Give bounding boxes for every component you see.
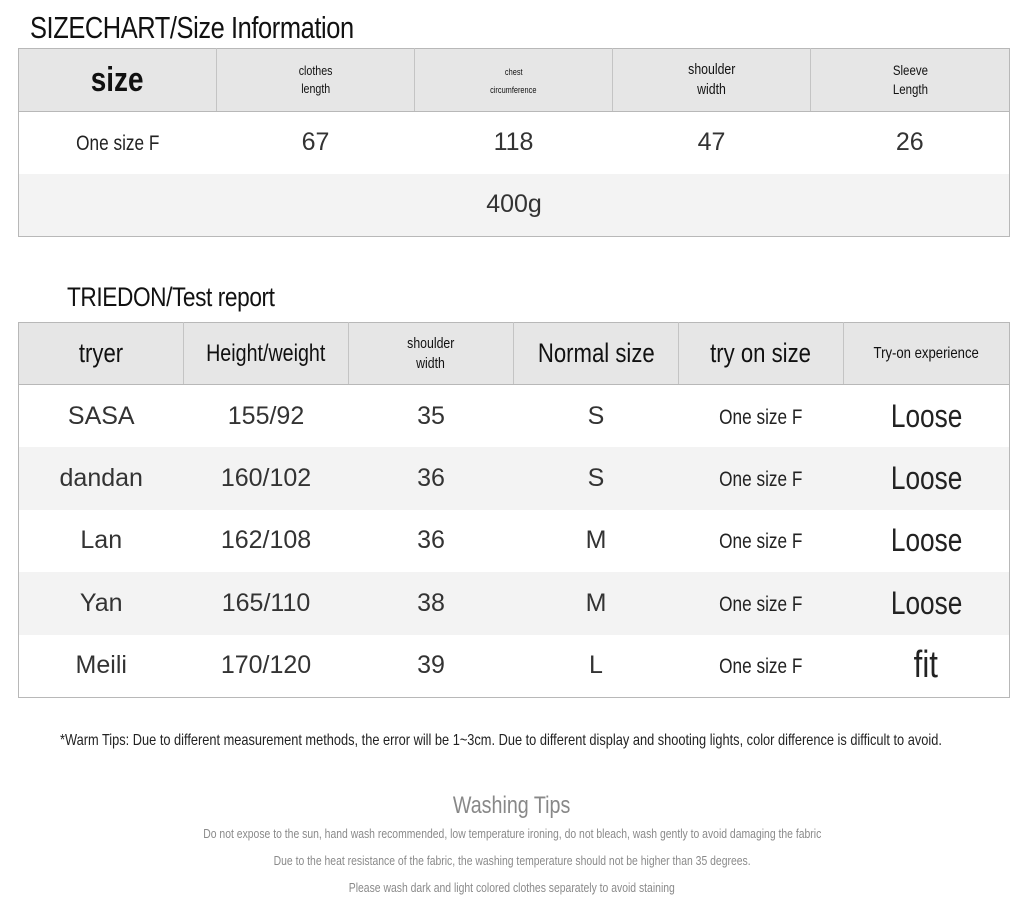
height-weight-value: 170/120 — [184, 635, 349, 698]
normal-size-value: L — [514, 635, 679, 698]
header-chest-circumference: chest circumference — [415, 49, 613, 112]
washing-tip-line: Please wash dark and light colored clothes separately to avoid staining — [348, 880, 676, 895]
clothes-length-value: 67 — [217, 112, 415, 174]
normal-size-value: M — [514, 510, 679, 573]
tester-shoulder-value: 38 — [349, 572, 514, 635]
header-try-on-experience: Try-on experience — [844, 323, 1010, 385]
shoulder-value: 47 — [613, 112, 811, 174]
test-report-table — [18, 322, 1010, 698]
header-shoulder-width: shoulder width — [613, 49, 811, 112]
table-row — [19, 447, 1010, 510]
height-weight-value: 162/108 — [184, 510, 349, 573]
tester-shoulder-value: 36 — [349, 510, 514, 573]
header-normal-size: Normal size — [514, 323, 679, 385]
size-chart-header-row — [19, 49, 1010, 112]
table-row — [19, 635, 1010, 698]
tryer-name: Lan — [19, 510, 184, 573]
size-chart-table — [18, 48, 1010, 237]
experience-value: Loose — [844, 572, 1010, 635]
height-weight-value: 160/102 — [184, 447, 349, 510]
normal-size-value: M — [514, 572, 679, 635]
normal-size-value: S — [514, 447, 679, 510]
chest-value: 118 — [415, 112, 613, 174]
tester-shoulder-value: 36 — [349, 447, 514, 510]
header-try-on-size: try on size — [679, 323, 844, 385]
size-chart-data-row — [19, 112, 1010, 174]
height-weight-value: 155/92 — [184, 385, 349, 448]
header-height-weight: Height/weight — [184, 323, 349, 385]
header-clothes-length: clothes length — [217, 49, 415, 112]
warm-tips-text: *Warm Tips: Due to different measurement methods, the error will be 1~3cm. Due to different display and shooting lights, color difference is difficult to avoid. — [60, 732, 942, 749]
test-report-title: TRIEDON/Test report — [67, 282, 275, 312]
experience-value: Loose — [844, 447, 1010, 510]
table-row — [19, 572, 1010, 635]
experience-value: Loose — [844, 510, 1010, 573]
washing-tip-line: Do not expose to the sun, hand wash recommended, low temperature ironing, do not bleach, wash gently to avoid damaging the fabric — [202, 826, 822, 841]
header-tester-shoulder: shoulder width — [349, 323, 514, 385]
tryer-name: Yan — [19, 572, 184, 635]
washing-tip-line: Due to the heat resistance of the fabric, the washing temperature should not be higher than 35 degrees. — [273, 853, 751, 868]
size-chart-title: SIZECHART/Size Information — [30, 10, 354, 45]
try-on-size-value: One size F — [679, 385, 844, 448]
try-on-size-value: One size F — [679, 635, 844, 698]
sleeve-value: 26 — [811, 112, 1010, 174]
test-report-header-row — [19, 323, 1010, 385]
size-value: One size F — [19, 112, 217, 174]
header-sleeve-length: Sleeve Length — [811, 49, 1010, 112]
normal-size-value: S — [514, 385, 679, 448]
table-row — [19, 385, 1010, 448]
header-tryer: tryer — [19, 323, 184, 385]
header-size: size — [19, 49, 217, 112]
try-on-size-value: One size F — [679, 510, 844, 573]
experience-value: fit — [844, 635, 1010, 698]
table-row — [19, 510, 1010, 573]
tryer-name: dandan — [19, 447, 184, 510]
tester-shoulder-value: 35 — [349, 385, 514, 448]
washing-tips-title: Washing Tips — [453, 792, 571, 819]
weight-row — [19, 174, 1010, 237]
tryer-name: SASA — [19, 385, 184, 448]
experience-value: Loose — [844, 385, 1010, 448]
try-on-size-value: One size F — [679, 572, 844, 635]
tester-shoulder-value: 39 — [349, 635, 514, 698]
weight-value: 400g — [19, 174, 1010, 237]
try-on-size-value: One size F — [679, 447, 844, 510]
tryer-name: Meili — [19, 635, 184, 698]
height-weight-value: 165/110 — [184, 572, 349, 635]
